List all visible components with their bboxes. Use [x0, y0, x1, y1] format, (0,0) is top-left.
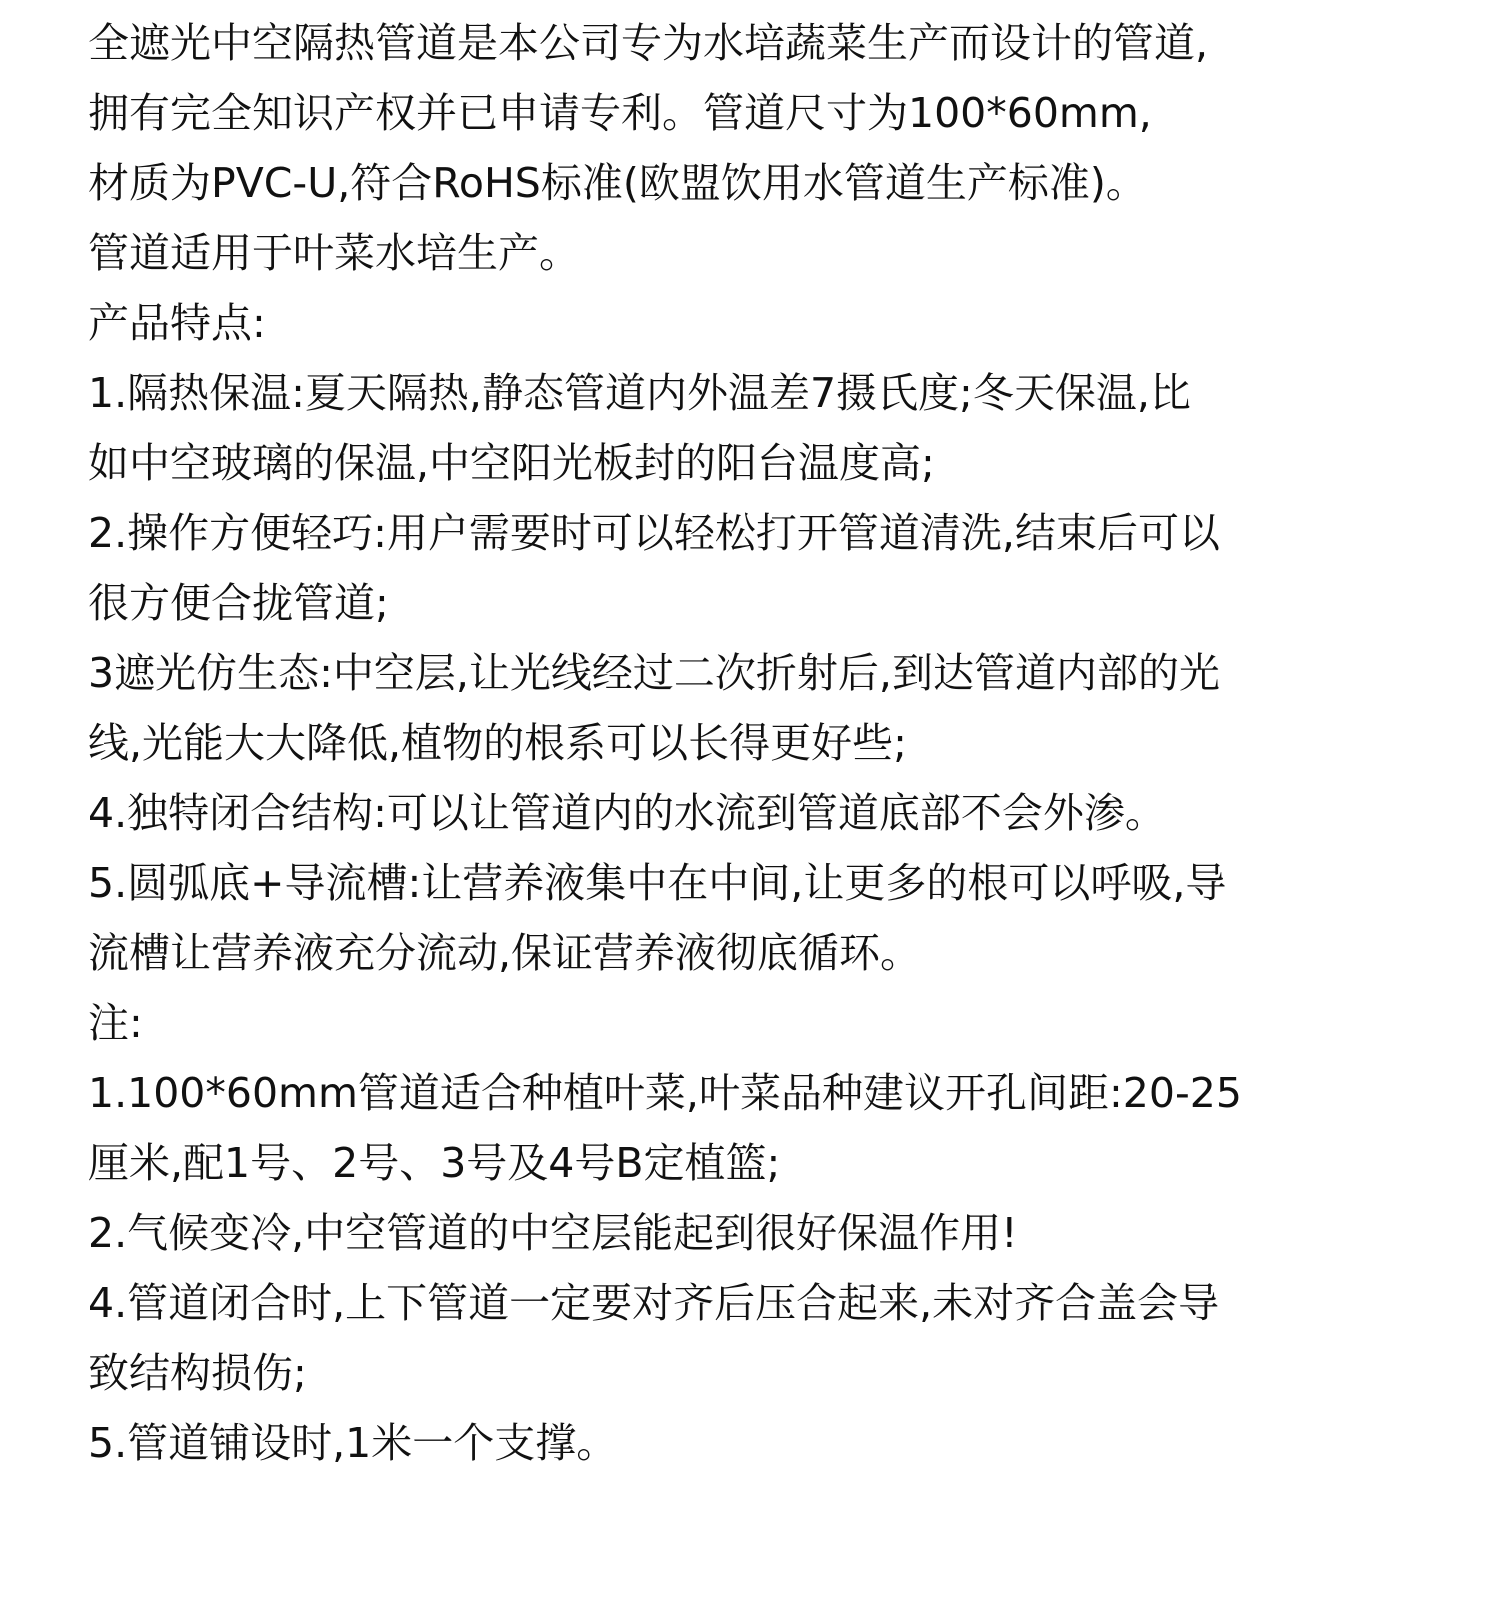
feature-5-line-1: 5.圆弧底+导流槽:让营养液集中在中间,让更多的根可以呼吸,导: [88, 859, 1227, 907]
intro-line-1: 全遮光中空隔热管道是本公司专为水培蔬菜生产而设计的管道,: [88, 19, 1209, 67]
feature-3-line-2: 线,光能大大降低,植物的根系可以长得更好些;: [88, 719, 907, 767]
note-4-line-1: 4.管道闭合时,上下管道一定要对齐后压合起来,未对齐合盖会导: [88, 1279, 1220, 1327]
note-2-line-1: 2.气候变冷,中空管道的中空层能起到很好保温作用!: [88, 1209, 1018, 1257]
features-heading: 产品特点:: [88, 299, 266, 347]
intro-line-3: 材质为PVC-U,符合RoHS标准(欧盟饮用水管道生产标准)。: [88, 159, 1147, 207]
feature-5-line-2: 流槽让营养液充分流动,保证营养液彻底循环。: [88, 929, 922, 977]
feature-3-line-1: 3遮光仿生态:中空层,让光线经过二次折射后,到达管道内部的光: [88, 649, 1220, 697]
feature-1-line-1: 1.隔热保温:夏天隔热,静态管道内外温差7摄氏度;冬天保温,比: [88, 369, 1191, 417]
document-body: [88, 8, 1468, 1478]
intro-line-4: 管道适用于叶菜水培生产。: [88, 229, 580, 277]
feature-4-line-1: 4.独特闭合结构:可以让管道内的水流到管道底部不会外渗。: [88, 789, 1166, 837]
note-1-line-2: 厘米,配1号、2号、3号及4号B定植篮;: [88, 1139, 781, 1187]
intro-line-2: 拥有完全知识产权并已申请专利。管道尺寸为100*60mm,: [88, 89, 1152, 137]
note-4-line-2: 致结构损伤;: [88, 1349, 307, 1397]
feature-2-line-2: 很方便合拢管道;: [88, 579, 389, 627]
feature-1-line-2: 如中空玻璃的保温,中空阳光板封的阳台温度高;: [88, 439, 935, 487]
note-5-line-1: 5.管道铺设时,1米一个支撑。: [88, 1419, 618, 1467]
notes-heading: 注:: [88, 999, 143, 1047]
note-1-line-1: 1.100*60mm管道适合种植叶菜,叶菜品种建议开孔间距:20-25: [88, 1069, 1242, 1117]
feature-2-line-1: 2.操作方便轻巧:用户需要时可以轻松打开管道清洗,结束后可以: [88, 509, 1220, 557]
